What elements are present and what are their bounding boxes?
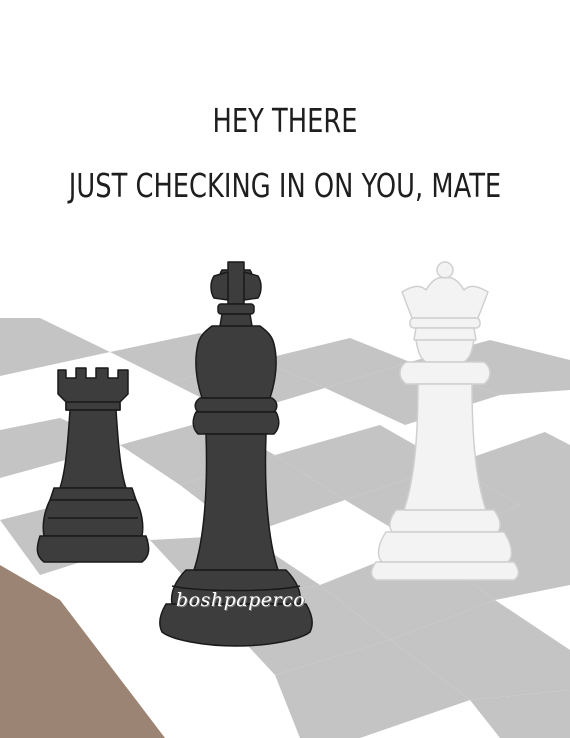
headline-line-1: HEY THERE <box>212 101 358 140</box>
headline-line-2: JUST CHECKING IN ON YOU, MATE <box>68 166 502 205</box>
watermark-text: boshpaperco <box>176 589 306 611</box>
